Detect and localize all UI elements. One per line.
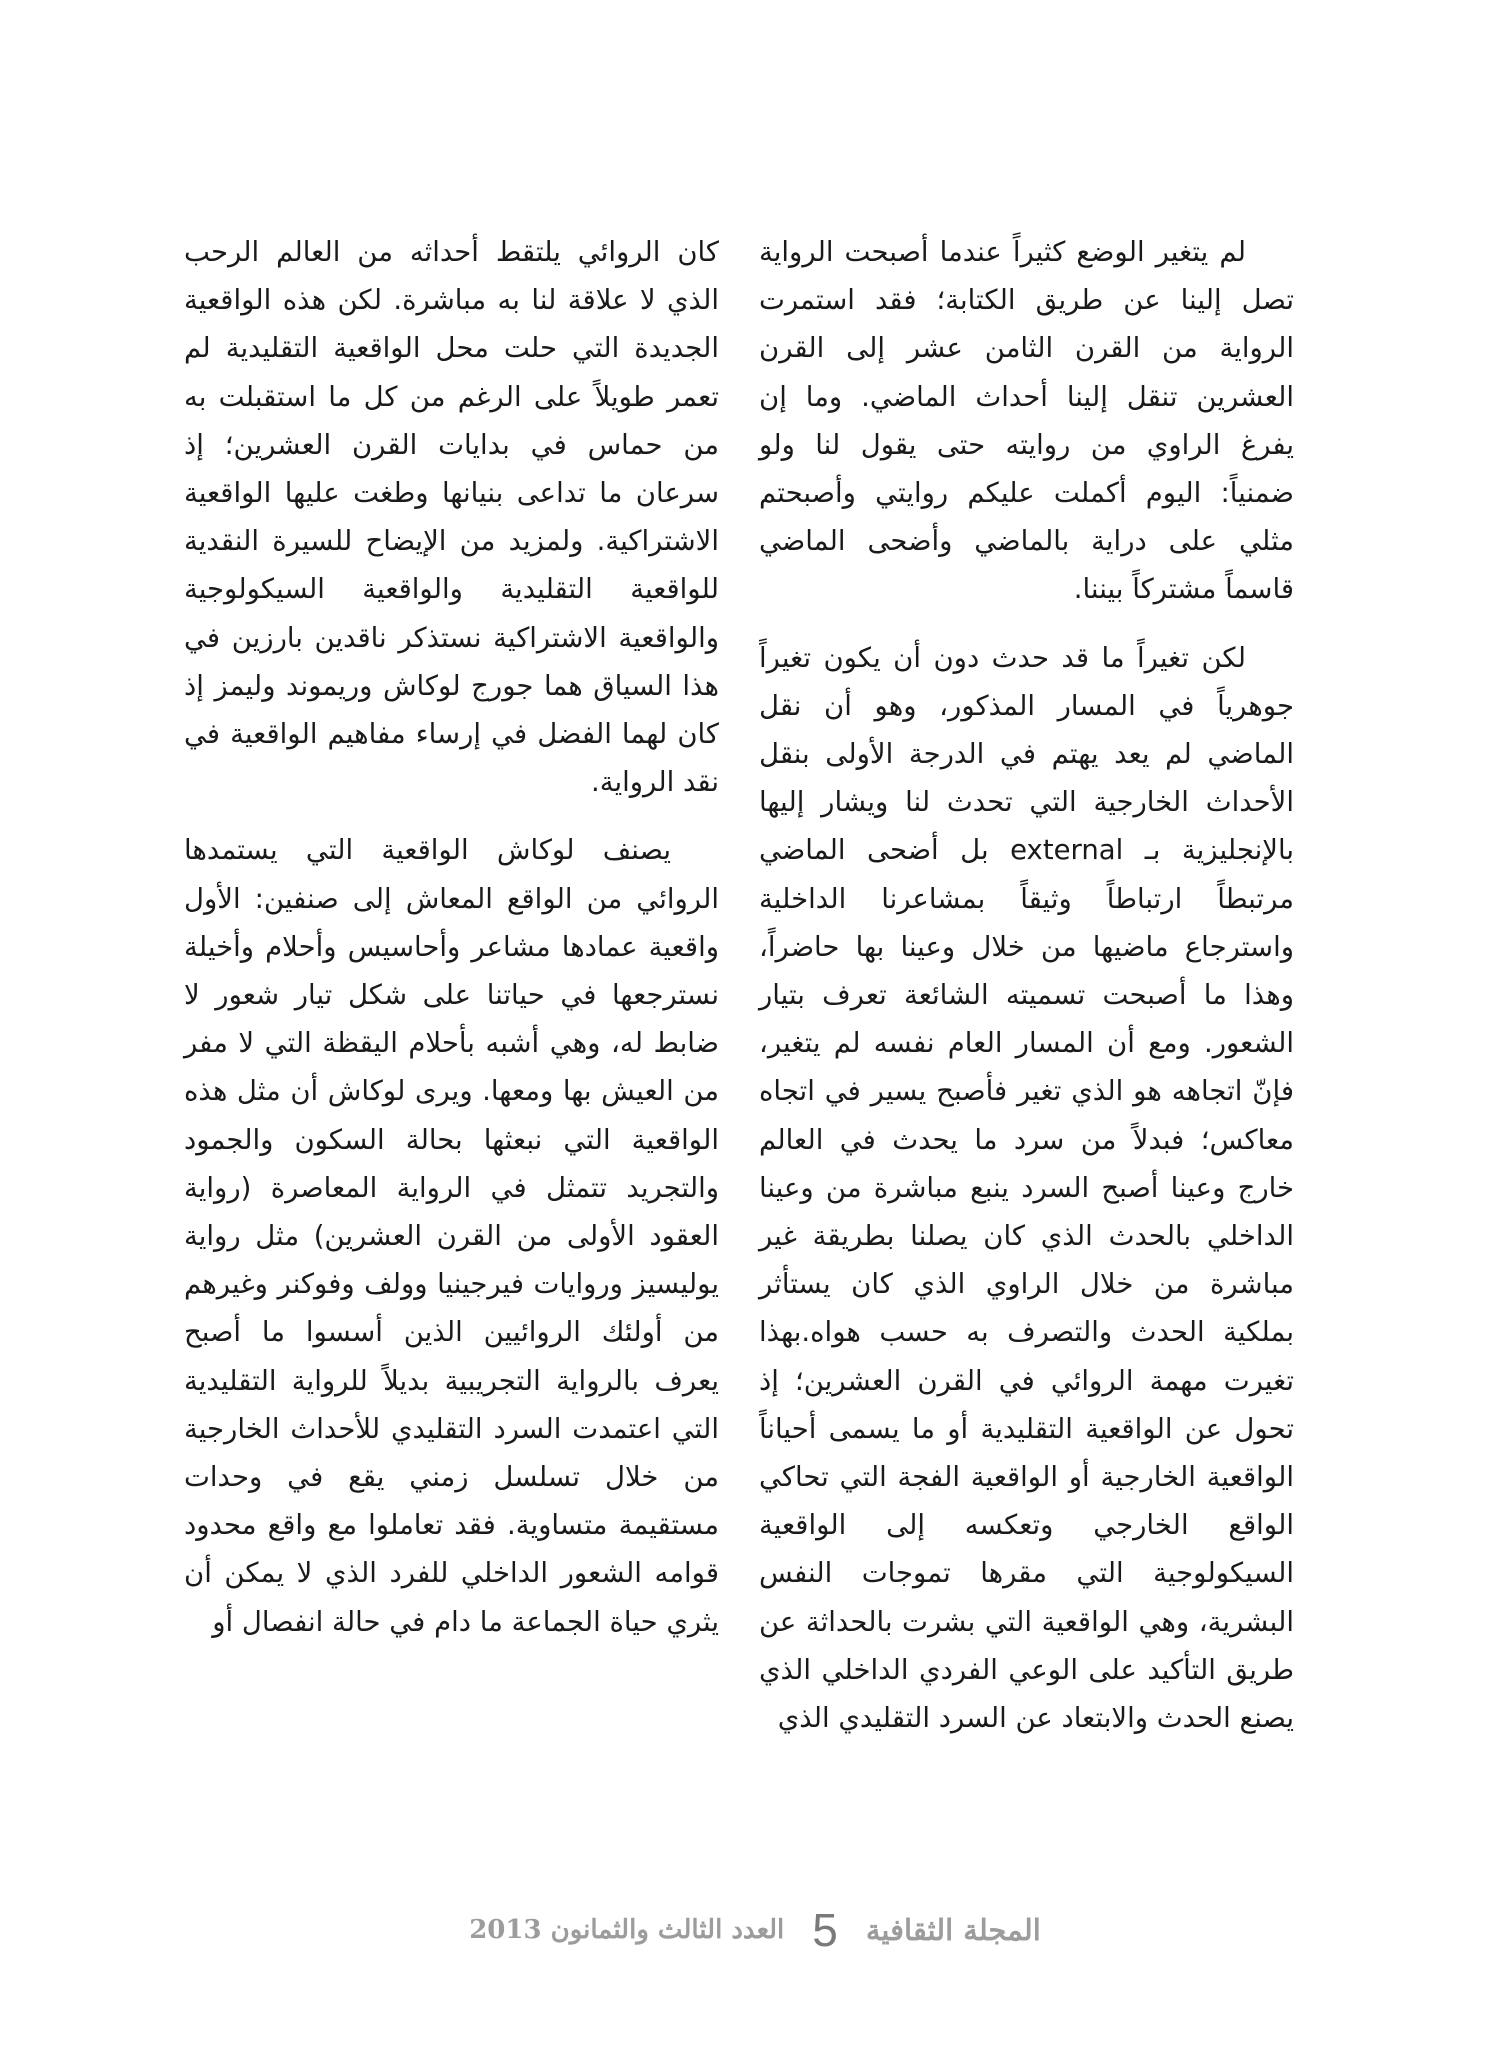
magazine-name: المجلة الثقافية: [865, 1913, 1041, 1947]
left-column-paragraph-2: يصنف لوكاش الواقعية التي يستمدها الروائي من الواقع المعاش إلى صنفين: الأول واقعية عمادها مشاعر وأحاسيس وأحلام وأخيلة نسترجعها في حياتنا على شكل تيار شعور لا ضابط له، وهي أشبه بأحلام اليقظة التي لا مفر من العيش بها ومعها. ويرى لوكاش أن مثل هذه الواقعية التي نبعثها بحالة السكون والجمود والتجريد تتمثل في الرواية المعاصرة (رواية العقود الأولى من القرن العشرين) مثل رواية يوليسيز وروايات فيرجينيا وولف وفوكنر وغيرهم من أولئك الروائيين الذين أسسوا ما أصبح يعرف بالرواية التجريبية بديلاً للرواية التقليدية التي اعتمدت السرد التقليدي للأحداث الخارجية من خلال تسلسل زمني يقع في وحدات مستقيمة متساوية. فقد تعاملوا مع واقع محدود قوامه الشعور الداخلي للفرد الذي لا يمكن أن يثري حياة الجماعة ما دام في حالة انفصال أو: [184, 834, 719, 1638]
issue-label: العدد الثالث والثمانون 2013: [469, 1915, 785, 1945]
left-column: [184, 228, 719, 1666]
page-number: 5: [812, 1904, 838, 1956]
page-footer: [430, 1900, 1080, 1960]
right-column: [759, 228, 1294, 1762]
right-column-paragraph-1: لم يتغير الوضع كثيراً عندما أصبحت الرواية تصل إلينا عن طريق الكتابة؛ فقد استمرت الرواية من القرن الثامن عشر إلى القرن العشرين تنقل إلينا أحداث الماضي. وما إن يفرغ الراوي من روايته حتى يقول لنا ولو ضمنياً: اليوم أكملت عليكم روايتي وأصبحتم مثلي على دراية بالماضي وأضحى الماضي قاسماً مشتركاً بيننا.: [759, 236, 1294, 606]
left-column-paragraph-1: كان الروائي يلتقط أحداثه من العالم الرحب الذي لا علاقة لنا به مباشرة. لكن هذه الواقعية الجديدة التي حلت محل الواقعية التقليدية لم تعمر طويلاً على الرغم من كل ما استقبلت به من حماس في بدايات القرن العشرين؛ إذ سرعان ما تداعى بنيانها وطغت عليها الواقعية الاشتراكية. ولمزيد من الإيضاح للسيرة النقدية للواقعية التقليدية والواقعية السيكولوجية والواقعية الاشتراكية نستذكر ناقدين بارزين في هذا السياق هما جورج لوكاش وريموند وليمز إذ كان لهما الفضل في إرساء مفاهيم الواقعية في نقد الرواية.: [184, 236, 719, 799]
right-column-paragraph-2: لكن تغيراً ما قد حدث دون أن يكون تغيراً جوهرياً في المسار المذكور، وهو أن نقل الماضي لم يعد يهتم في الدرجة الأولى بنقل الأحداث الخارجية التي تحدث لنا ويشار إليها بالإنجليزية بـ external بل أضحى الماضي مرتبطاً ارتباطاً وثيقاً بمشاعرنا الداخلية واسترجاع ماضيها من خلال وعينا بها حاضراً، وهذا ما أصبحت تسميته الشائعة تعرف بتيار الشعور. ومع أن المسار العام نفسه لم يتغير، فإنّ اتجاهه هو الذي تغير فأصبح يسير في اتجاه معاكس؛ فبدلاً من سرد ما يحدث في العالم خارج وعينا أصبح السرد ينبع مباشرة من وعينا الداخلي بالحدث الذي كان يصلنا بطريقة غير مباشرة من خلال الراوي الذي كان يستأثر بملكية الحدث والتصرف به حسب هواه.بهذا تغيرت مهمة الروائي في القرن العشرين؛ إذ تحول عن الواقعية التقليدية أو ما يسمى أحياناً الواقعية الخارجية أو الواقعية الفجة التي تحاكي الواقع الخارجي وتعكسه إلى الواقعية السيكولوجية التي مقرها تموجات النفس البشرية، وهي الواقعية التي بشرت بالحداثة عن طريق التأكيد على الوعي الفردي الداخلي الذي يصنع الحدث والابتعاد عن السرد التقليدي الذي: [759, 641, 1294, 1735]
